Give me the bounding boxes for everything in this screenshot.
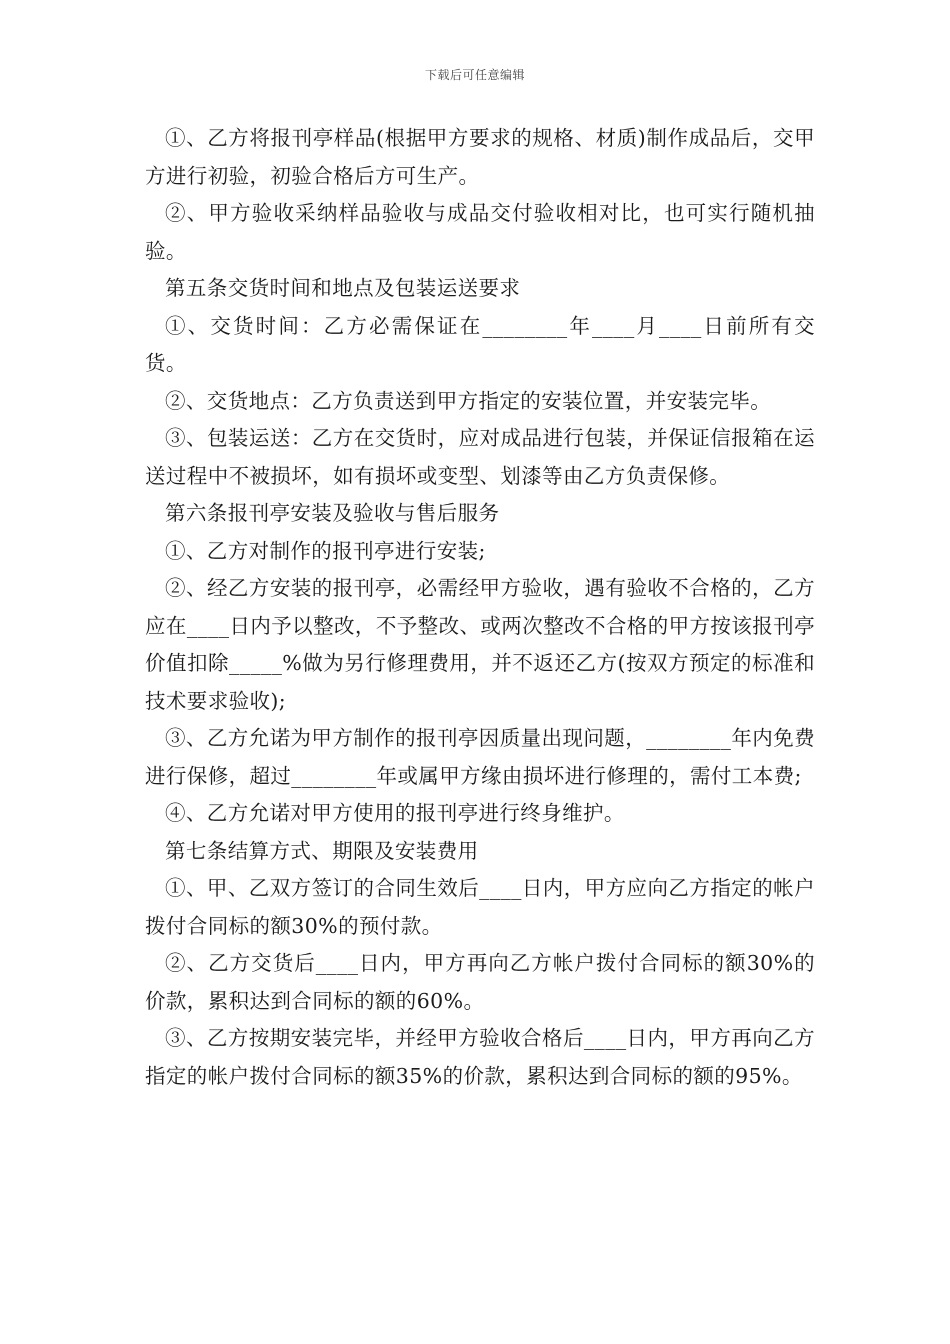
clause-paragraph: ②、经乙方安装的报刊亭，必需经甲方验收，遇有验收不合格的，乙方应在____日内予以整改，不予整改、或两次整改不合格的甲方按该报刊亭价值扣除_____%做为另行修理费用，并不返还乙方(按双方预定的标准和技术要求验收); <box>145 576 815 713</box>
clause-paragraph: ②、甲方验收采纳样品验收与成品交付验收相对比，也可实行随机抽验。 <box>145 201 815 263</box>
section-heading: 第七条结算方式、期限及安装费用 <box>165 838 479 863</box>
clause-paragraph: ①、甲、乙双方签订的合同生效后____日内，甲方应向乙方指定的帐户拨付合同标的额30%的预付款。 <box>145 876 815 938</box>
clause-paragraph: ①、乙方将报刊亭样品(根据甲方要求的规格、材质)制作成品后，交甲方进行初验，初验合格后方可生产。 <box>145 126 815 188</box>
clause-paragraph: ③、包装运送：乙方在交货时，应对成品进行包装，并保证信报箱在运送过程中不被损坏，如有损坏或变型、划漆等由乙方负责保修。 <box>145 426 815 488</box>
clause-paragraph: ②、交货地点：乙方负责送到甲方指定的安装位置，并安装完毕。 <box>165 388 772 413</box>
clause-paragraph: ③、乙方按期安装完毕，并经甲方验收合格后____日内，甲方再向乙方指定的帐户拨付合同标的额35%的价款，累积达到合同标的额的95%。 <box>145 1026 815 1088</box>
clause-paragraph: ②、乙方交货后____日内，甲方再向乙方帐户拨付合同标的额30%的价款，累积达到合同标的额的60%。 <box>145 951 815 1013</box>
document-body <box>145 120 815 1095</box>
section-heading: 第六条报刊亭安装及验收与售后服务 <box>165 501 500 525</box>
page-header-note: 下载后可任意编辑 <box>424 68 525 82</box>
clause-paragraph: ①、乙方对制作的报刊亭进行安装; <box>165 538 486 563</box>
section-heading: 第五条交货时间和地点及包装运送要求 <box>165 276 521 300</box>
clause-paragraph: ④、乙方允诺对甲方使用的报刊亭进行终身维护。 <box>165 801 625 825</box>
clause-paragraph: ③、乙方允诺为甲方制作的报刊亭因质量出现问题，________年内免费进行保修，超过________年或属甲方缘由损坏进行修理的，需付工本费; <box>145 726 815 788</box>
clause-paragraph: ①、交货时间：乙方必需保证在________年____月____日前所有交货。 <box>145 313 815 375</box>
